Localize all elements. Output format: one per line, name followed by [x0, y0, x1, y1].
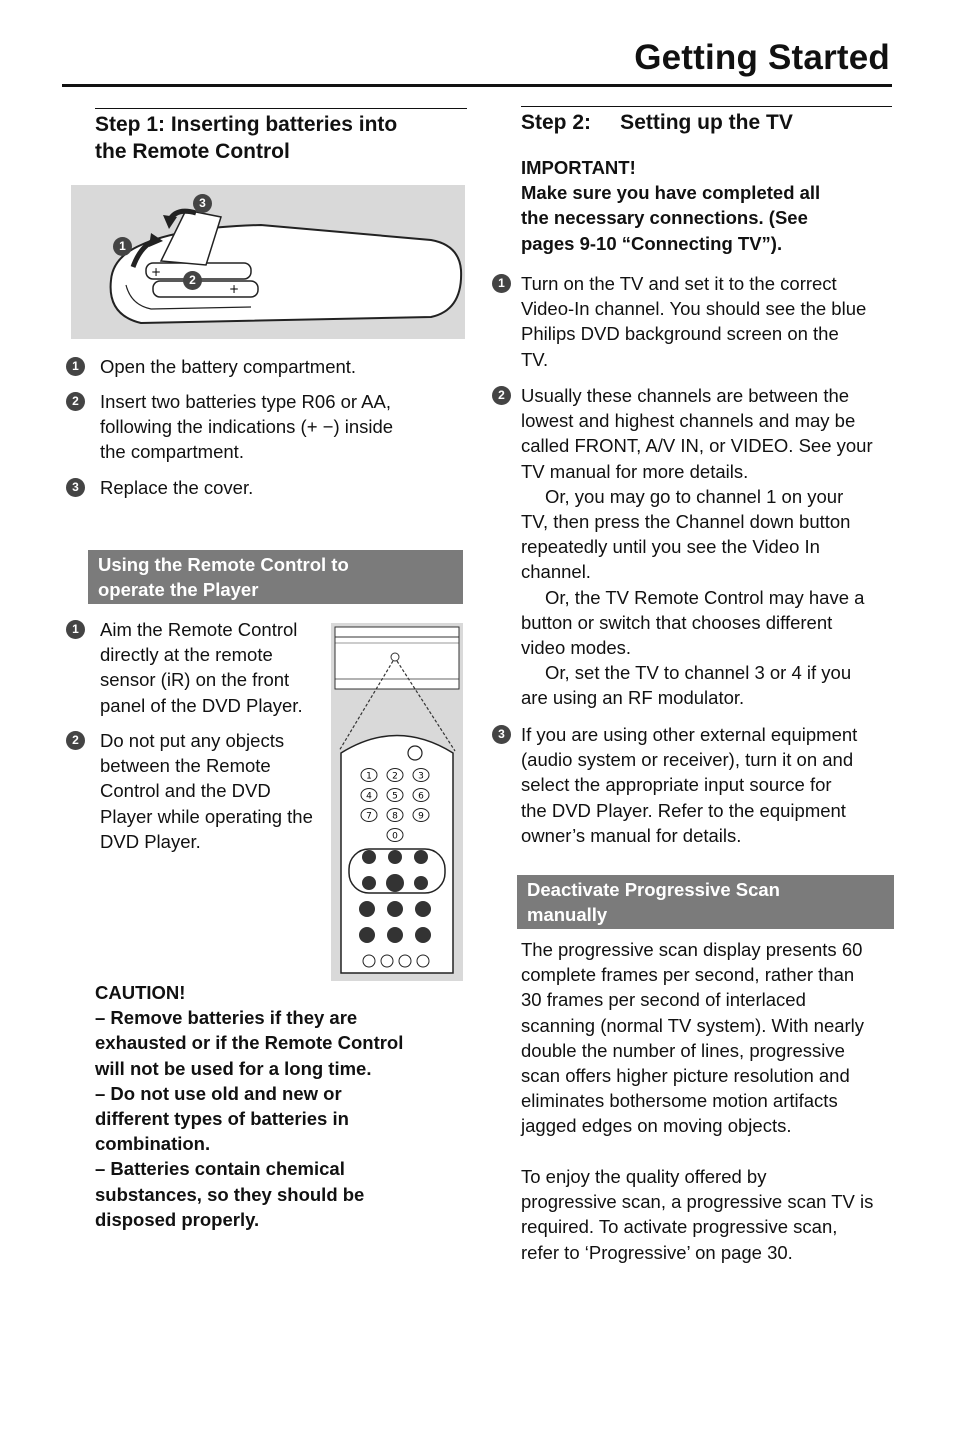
step1-heading: Step 1: Inserting batteries into the Remote Control: [95, 113, 398, 163]
remote-aim-figure: [331, 623, 463, 981]
svg-text:+: +: [151, 265, 162, 279]
title-rule: [62, 84, 892, 87]
battery-figure: [71, 185, 465, 339]
figure-label-3: 3: [193, 194, 212, 213]
bullet-3: 3: [66, 478, 85, 497]
caution-block: CAUTION! – Remove batteries if they are exhausted or if the Remote Control will not be used for a long time. – Do not use old and new or different types of batteries in combination. – Batteries contain chemical substances, so they should be disposed properly.: [95, 980, 467, 1232]
figure-label-1: 1: [113, 237, 132, 256]
digit-key-label: 4: [366, 791, 372, 802]
progressive-section-bar: Deactivate Progressive Scan manually: [517, 875, 894, 929]
caution-title: CAUTION!: [95, 982, 186, 1003]
digit-key-label: 8: [392, 811, 398, 822]
digit-key-label: 5: [392, 791, 398, 802]
bullet-2: 2: [66, 392, 85, 411]
step2-rule: [521, 106, 892, 107]
step2-heading: Step 2: Setting up the TV: [521, 111, 793, 134]
remote-section-bar: Using the Remote Control to operate the Player: [88, 550, 463, 604]
digit-key-label: 9: [418, 811, 424, 822]
important-block: IMPORTANT! Make sure you have completed all the necessary connections. (See pages 9-10 “Connecting TV”).: [521, 155, 891, 256]
digit-key-label: 6: [418, 791, 424, 802]
page-title: Getting Started: [634, 38, 890, 77]
bullet-1: 1: [66, 620, 85, 639]
bullet-3: 3: [492, 725, 511, 744]
step1-item-3: 3 Replace the cover.: [66, 475, 466, 501]
digit-key-label: 1: [366, 771, 372, 782]
step1-item-1: 1 Open the battery compartment.: [66, 354, 466, 380]
progressive-paragraph-1: The progressive scan display presents 60 complete frames per second, rather than 30 frames per second of interlaced scanning (normal TV system). With nearly double the number of lines, progressive scan offers higher picture resolution and eliminates bothersome motion artifacts jagged edges on moving objects.: [521, 939, 865, 1137]
step2-item-3: 3 If you are using other external equipment (audio system or receiver), turn it on and select the appropriate input source for the DVD Player. Refer to the equipment owner’s manual for details.: [492, 722, 892, 852]
digit-key-label: 2: [392, 771, 398, 782]
bullet-2: 2: [66, 731, 85, 750]
step2-item-1: 1 Turn on the TV and set it to the correct Video-In channel. You should see the blue Philips DVD background screen on the TV.: [492, 271, 892, 375]
step1-rule: [95, 108, 467, 109]
digit-key-label: 3: [418, 771, 424, 782]
bullet-2: 2: [492, 386, 511, 405]
svg-text:+: +: [229, 282, 240, 296]
progressive-paragraph-2: To enjoy the quality offered by progressive scan, a progressive scan TV is required. To activate progressive scan, refer to ‘Progressive’ on page 30.: [521, 1166, 874, 1263]
step2-item-2: 2 Usually these channels are between the lowest and highest channels and may be called FRONT, A/V IN, or VIDEO. See your TV manual for more details. Or, you may go to channel 1 on your TV, then press the Channel down button repeatedly until you see the Video In channel. Or, the TV Remote Control may have a button or switch that chooses different video modes. Or, set the TV to channel 3 or 4 if you are using an RF modulator.: [492, 383, 892, 715]
bullet-1: 1: [492, 274, 511, 293]
digit-key-label: 0: [392, 831, 398, 842]
figure-label-2: 2: [183, 271, 202, 290]
digit-key-label: 7: [366, 811, 372, 822]
remote-item-2: 2 Do not put any objects between the Remote Control and the DVD Player while operating the DVD Player.: [66, 728, 328, 858]
remote-illustration: [331, 623, 463, 981]
remote-item-1: 1 Aim the Remote Control directly at the remote sensor (iR) on the front panel of the DVD Player.: [66, 617, 328, 721]
step1-item-2: 2 Insert two batteries type R06 or AA, following the indications (+ −) inside the compartment.: [66, 389, 466, 467]
bullet-1: 1: [66, 357, 85, 376]
remote-battery-illustration: [71, 185, 465, 339]
important-title: IMPORTANT!: [521, 157, 636, 178]
